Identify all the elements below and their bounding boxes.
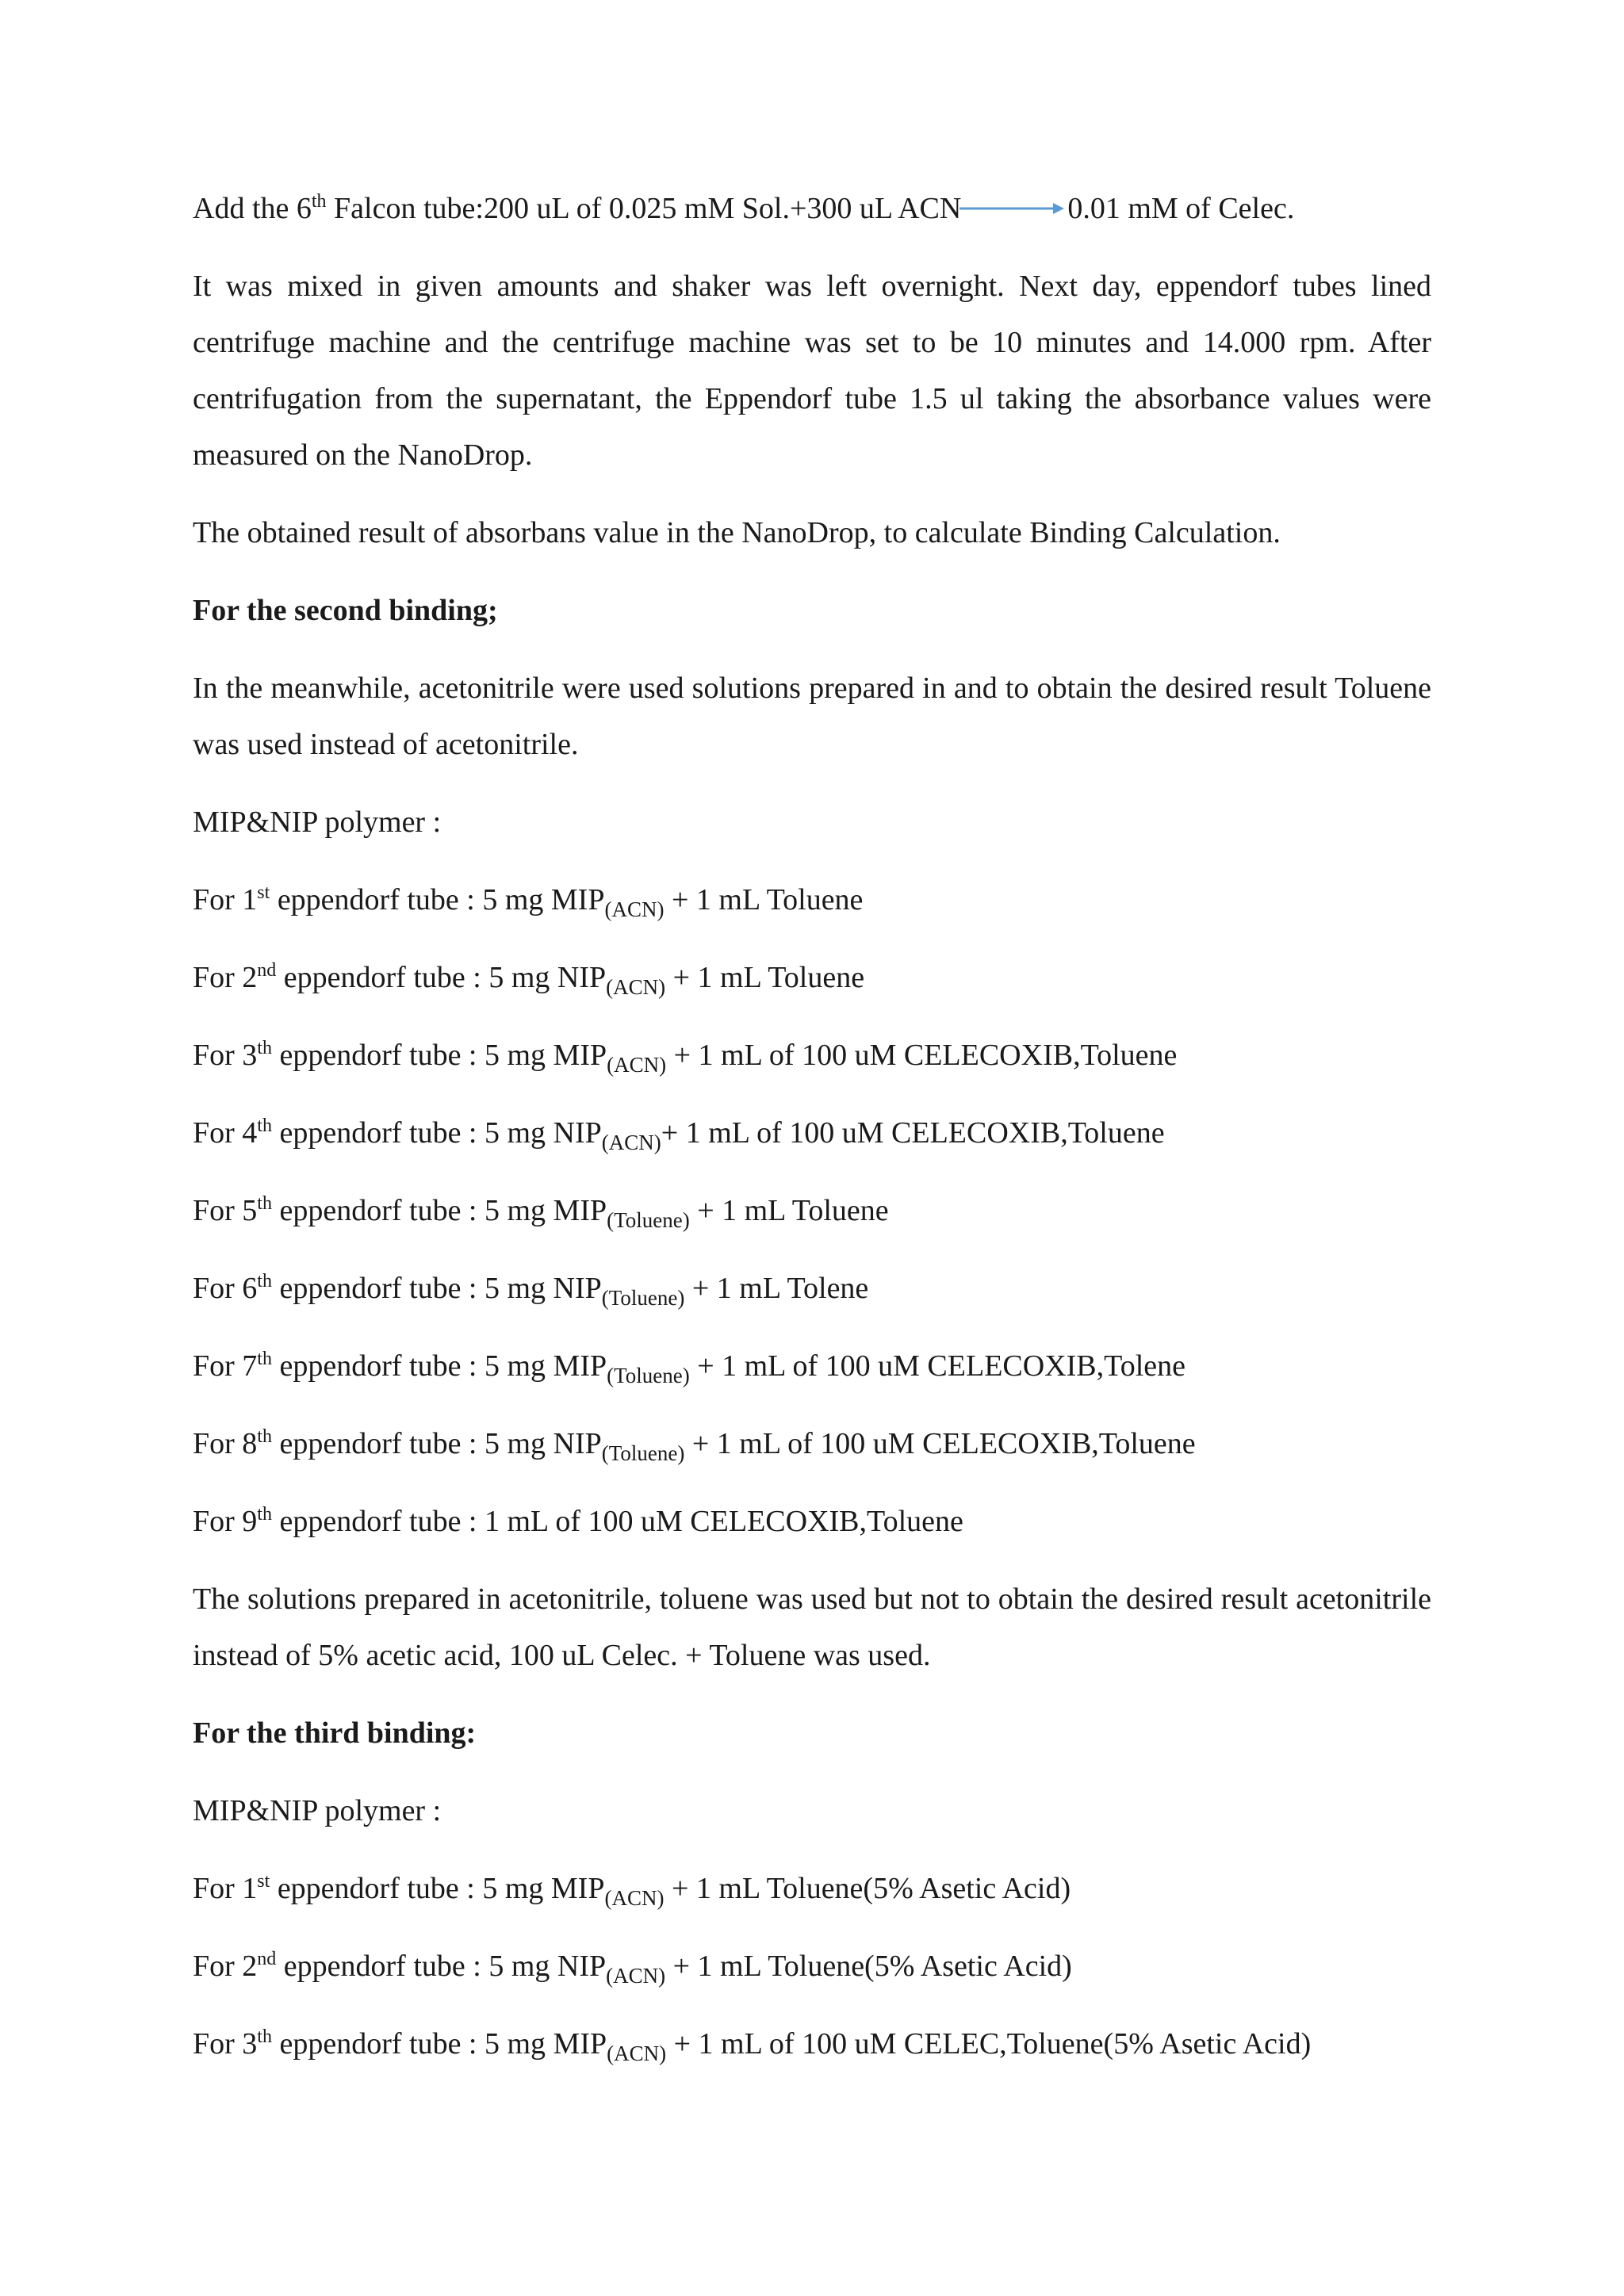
tube-line-prefix: For 2 <box>193 1950 258 1983</box>
tube-solvent-subscript: (ACN) <box>607 2042 667 2065</box>
tube-line-sample: eppendorf tube : 5 mg NIP <box>271 1427 602 1460</box>
tube-line-sample: eppendorf tube : 5 mg MIP <box>271 2027 607 2061</box>
tube-line-sample: eppendorf tube : 1 mL of 100 uM CELECOXIB,Toluene <box>271 1505 963 1538</box>
tube-line-addition: + 1 mL of 100 uM CELECOXIB,Toluene <box>684 1427 1196 1460</box>
tube-line-addition: + 1 mL of 100 uM CELECOXIB,Toluene <box>666 1039 1178 1072</box>
tube-line <box>193 1861 1431 1917</box>
tube-ordinal: th <box>257 1426 272 1447</box>
tube-line-sample: eppendorf tube : 5 mg MIP <box>270 883 605 916</box>
tube-line <box>193 1105 1431 1161</box>
tube-line-addition: + 1 mL Toluene <box>689 1194 889 1227</box>
tube-line-prefix: For 3 <box>193 1039 258 1072</box>
falcon-line-result: 0.01 mM of Celec. <box>1067 192 1295 225</box>
tube-line-prefix: For 3 <box>193 2027 258 2061</box>
tube-line <box>193 1183 1431 1239</box>
tube-line-prefix: For 1 <box>193 1872 258 1905</box>
falcon-line-start: Add the 6 <box>193 192 312 225</box>
paragraph-acetic-acid: The solutions prepared in acetonitrile, toluene was used but not to obtain the desired result acetonitrile instead of 5% acetic acid, 100 uL Celec. + Toluene was used. <box>193 1582 1431 1672</box>
tube-ordinal: th <box>257 2026 272 2047</box>
tube-ordinal: st <box>257 1871 270 1892</box>
tube-line-sample: eppendorf tube : 5 mg NIP <box>271 1272 602 1305</box>
tube-line-sample: eppendorf tube : 5 mg MIP <box>271 1039 607 1072</box>
tube-line-sample: eppendorf tube : 5 mg NIP <box>271 1116 602 1150</box>
tube-line <box>193 1494 1431 1550</box>
tube-line-sample: eppendorf tube : 5 mg NIP <box>276 1950 607 1983</box>
tube-line-addition: + 1 mL of 100 uM CELECOXIB,Toluene <box>661 1116 1165 1150</box>
tube-line-prefix: For 7 <box>193 1349 258 1383</box>
tube-ordinal: th <box>257 1349 272 1369</box>
tube-line-addition: + 1 mL Toluene(5% Asetic Acid) <box>664 1872 1071 1905</box>
falcon-line-mid: Falcon tube:200 uL of 0.025 mM Sol.+300 uL ACN <box>326 192 962 225</box>
tube-line <box>193 872 1431 928</box>
tube-line-sample: eppendorf tube : 5 mg MIP <box>271 1349 607 1383</box>
tube-line-addition: + 1 mL Toluene <box>665 961 865 994</box>
tube-ordinal: th <box>257 1271 272 1292</box>
tube-solvent-subscript: (ACN) <box>606 1964 666 1988</box>
tube-line-addition: + 1 mL Toluene <box>664 883 864 916</box>
heading-second-binding: For the second binding; <box>193 594 498 627</box>
tube-line-prefix: For 5 <box>193 1194 258 1227</box>
falcon-line-ordinal: th <box>311 191 327 212</box>
polymer-label: MIP&NIP polymer : <box>193 806 442 839</box>
tube-line <box>193 1338 1431 1395</box>
document-body <box>193 181 1431 2072</box>
second-binding-tube-list <box>193 872 1431 1550</box>
tube-line <box>193 1027 1431 1084</box>
tube-line <box>193 1938 1431 1995</box>
tube-solvent-subscript: (Toluene) <box>601 1441 685 1465</box>
arrow-right-icon <box>958 201 1066 216</box>
tube-ordinal: nd <box>257 1949 277 1969</box>
tube-ordinal: th <box>257 1038 272 1058</box>
tube-line-sample: eppendorf tube : 5 mg MIP <box>271 1194 607 1227</box>
falcon-tube-line <box>193 181 1431 237</box>
tube-line-prefix: For 6 <box>193 1272 258 1305</box>
polymer-label: MIP&NIP polymer : <box>193 1794 442 1827</box>
tube-solvent-subscript: (Toluene) <box>607 1208 690 1232</box>
tube-ordinal: th <box>257 1504 272 1525</box>
heading-third-binding: For the third binding: <box>193 1716 477 1750</box>
tube-ordinal: th <box>257 1115 272 1136</box>
paragraph-solvent: In the meanwhile, acetonitrile were used solutions prepared in and to obtain the desired result Toluene was used instead of acetonitrile. <box>193 672 1431 761</box>
tube-ordinal: st <box>257 882 270 903</box>
paragraph-centrifuge: It was mixed in given amounts and shaker was left overnight. Next day, eppendorf tubes lined centrifuge machine and the centrifuge machine was set to be 10 minutes and 14.000 rpm. After centrifugation from the supernatant, the Eppendorf tube 1.5 ul taking the absorbance values were measured on the NanoDrop. <box>193 270 1431 472</box>
third-binding-tube-list <box>193 1861 1431 2072</box>
tube-line-prefix: For 9 <box>193 1505 258 1538</box>
tube-solvent-subscript: (ACN) <box>607 1053 667 1077</box>
tube-line <box>193 950 1431 1006</box>
tube-line-prefix: For 4 <box>193 1116 258 1150</box>
tube-line <box>193 1261 1431 1317</box>
tube-line-addition: + 1 mL of 100 uM CELEC,Toluene(5% Asetic Acid) <box>666 2027 1312 2061</box>
tube-line-addition: + 1 mL Tolene <box>684 1272 869 1305</box>
tube-solvent-subscript: (ACN) <box>604 897 665 921</box>
tube-line-prefix: For 8 <box>193 1427 258 1460</box>
tube-solvent-subscript: (ACN) <box>606 975 666 999</box>
tube-ordinal: th <box>257 1193 272 1214</box>
tube-solvent-subscript: (ACN) <box>604 1886 665 1910</box>
tube-solvent-subscript: (Toluene) <box>607 1364 690 1387</box>
paragraph-nanodrop: The obtained result of absorbans value in the NanoDrop, to calculate Binding Calculation. <box>193 516 1281 549</box>
tube-line-addition: + 1 mL Toluene(5% Asetic Acid) <box>665 1950 1072 1983</box>
tube-line-addition: + 1 mL of 100 uM CELECOXIB,Tolene <box>689 1349 1185 1383</box>
tube-line-sample: eppendorf tube : 5 mg MIP <box>270 1872 605 1905</box>
tube-line-sample: eppendorf tube : 5 mg NIP <box>276 961 607 994</box>
tube-line-prefix: For 1 <box>193 883 258 916</box>
tube-ordinal: nd <box>257 960 277 981</box>
tube-line <box>193 2016 1431 2072</box>
tube-line <box>193 1416 1431 1472</box>
tube-solvent-subscript: (Toluene) <box>601 1286 685 1310</box>
tube-solvent-subscript: (ACN) <box>601 1131 661 1154</box>
tube-line-prefix: For 2 <box>193 961 258 994</box>
